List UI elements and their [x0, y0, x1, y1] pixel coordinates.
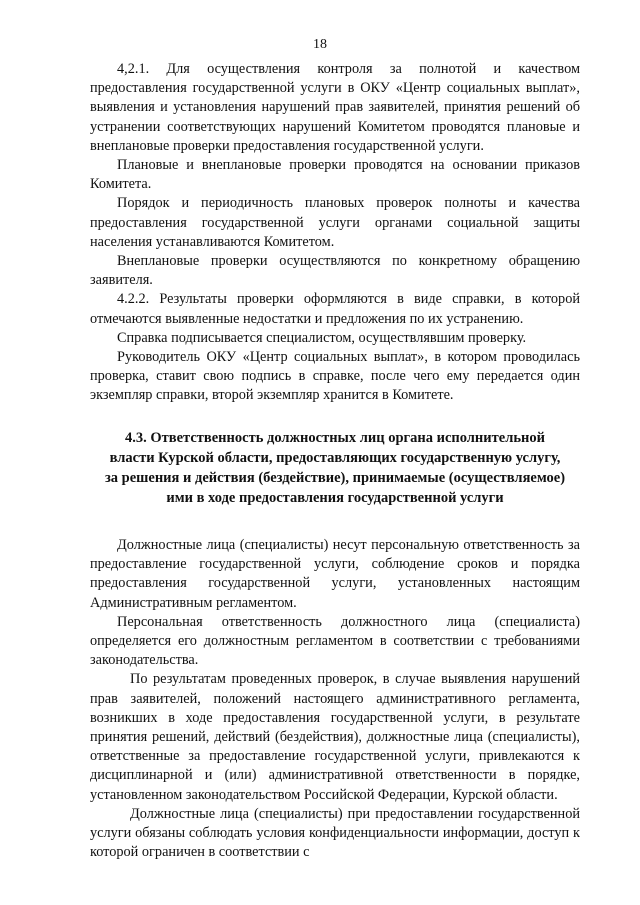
paragraph-unplanned-checks: Внеплановые проверки осуществляются по конкретному обращению заявителя. [90, 253, 580, 289]
paragraph-planned-checks: Плановые и внеплановые проверки проводятся на основании приказов Комитета. [90, 157, 580, 193]
section-4-2-text [90, 60, 580, 406]
section-4-3-text [90, 536, 580, 862]
paragraph-job-regulation: Персональная ответственность должностного лица (специалиста) определяется его должностным регламентом в соответствии с требованиями законодательства. [90, 613, 580, 669]
heading-line: власти Курской области, предоставляющих государственную услугу, [109, 450, 561, 466]
section-4-3-heading [90, 428, 580, 508]
heading-line: за решения и действия (бездействие), принимаемые (осуществляемое) [104, 470, 566, 486]
paragraph-disciplinary-liability: По результатам проведенных проверок, в случае выявления нарушений прав заявителей, положений настоящего административного регламента, возникших в ходе предоставления государственной услуги, в результате принятия решений, действий (бездействия), должностные лица (специалисты), ответственные за предоставление государственной услуги, привлекаются к дисциплинарной и (или) административной ответственности в порядке, установленном законодательством Российской Федерации, Курской области. [90, 671, 580, 803]
paragraph-report-signature: Справка подписывается специалистом, осуществлявшим проверку. [117, 329, 527, 346]
paragraph-4-2-1: 4,2.1. Для осуществления контроля за полнотой и качеством предоставления государственной услуги в ОКУ «Центр социальных выплат», выявления и установления нарушений прав заявителей, принятия решений об устранении соответствующих нарушений Комитетом проводятся плановые и внеплановые проверки предоставления государственной услуги. [90, 61, 580, 154]
paragraph-confidentiality: Должностные лица (специалисты) при предоставлении государственной услуги обязаны соблюдать условия конфиденциальности информации, доступ к которой ограничен в соответствии с [90, 805, 580, 861]
paragraph-4-2-2: 4.2.2. Результаты проверки оформляются в виде справки, в которой отмечаются выявленные недостатки и предложения по их устранению. [90, 291, 580, 327]
page-number: 18 [313, 37, 327, 52]
heading-line: ими в ходе предоставления государственной услуги [166, 490, 504, 506]
paragraph-check-procedure: Порядок и периодичность плановых проверок полноты и качества предоставления государственной услуги органами социальной защиты населения устанавливаются Комитетом. [90, 195, 580, 250]
paragraph-personal-responsibility: Должностные лица (специалисты) несут персональную ответственность за предоставление государственной услуги, соблюдение сроков и порядка предоставления государственной услуги, установленных настоящим Административным регламентом. [90, 537, 580, 611]
heading-line: 4.3. Ответственность должностных лиц органа исполнительной [125, 430, 545, 446]
paragraph-director-signature: Руководитель ОКУ «Центр социальных выплат», в котором проводилась проверка, ставит свою подпись в справке, после чего ему передается один экземпляр справки, второй экземпляр хранится в Комитете. [90, 349, 580, 404]
